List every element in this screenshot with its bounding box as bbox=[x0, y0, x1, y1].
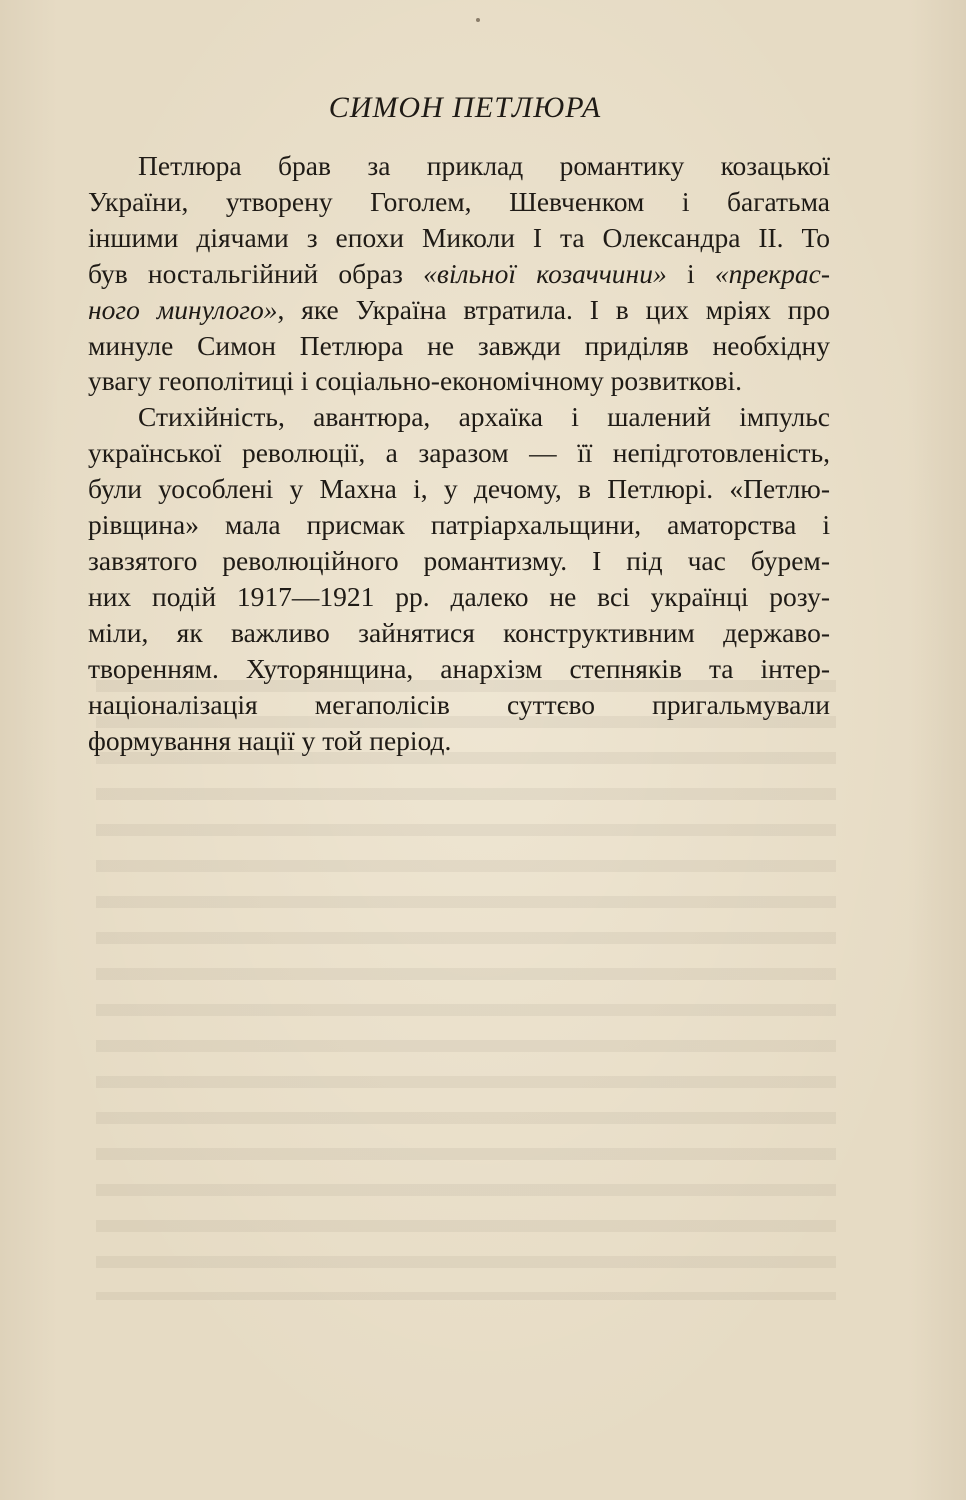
body-text bbox=[88, 148, 830, 758]
text-line: націоналізація мегаполісів суттєво пригальмували bbox=[88, 688, 830, 720]
text-line: творенням. Хуторянщина, анархізм степняків та інтер- bbox=[88, 652, 830, 684]
text-line: завзятого революційного романтизму. І під час бурем- bbox=[88, 544, 830, 576]
text-line: них подій 1917—1921 рр. далеко не всі українці розу- bbox=[88, 580, 830, 612]
page-speck bbox=[476, 18, 480, 22]
text-line: Стихійність, авантюра, архаїка і шалений імпульс bbox=[138, 401, 830, 433]
text-line: був ностальгійний образ «вільної козаччини» і «прекрас- bbox=[88, 257, 831, 289]
paragraph-1 bbox=[88, 148, 830, 399]
text-line: увагу геополітиці і соціально-економічному розвиткові. bbox=[88, 365, 742, 397]
text-line: української революції, а заразом — її непідготовленість, bbox=[88, 437, 830, 469]
paragraph-2 bbox=[88, 399, 830, 758]
text-line: були уособлені у Махна і, у дечому, в Петлюрі. «Петлю- bbox=[88, 473, 830, 505]
text-line: минуле Симон Петлюра не завжди приділяв необхідну bbox=[88, 329, 830, 361]
text-line: України, утворену Гоголем, Шевченком і багатьма bbox=[88, 185, 830, 217]
text-line: міли, як важливо зайнятися конструктивним державо- bbox=[88, 616, 830, 648]
bleed-through-texture bbox=[96, 680, 836, 1300]
chapter-title: СИМОН ПЕТЛЮРА bbox=[328, 91, 602, 124]
text-line: ного минулого», яке Україна втратила. І в цих мріях про bbox=[88, 293, 830, 325]
text-line: рівщина» мала присмак патріархальщини, аматорства і bbox=[88, 509, 830, 541]
text-line: формування нації у той період. bbox=[88, 724, 452, 756]
text-line: Петлюра брав за приклад романтику козацької bbox=[138, 150, 830, 181]
text-line: іншими діячами з епохи Миколи І та Олександра II. То bbox=[88, 221, 830, 253]
